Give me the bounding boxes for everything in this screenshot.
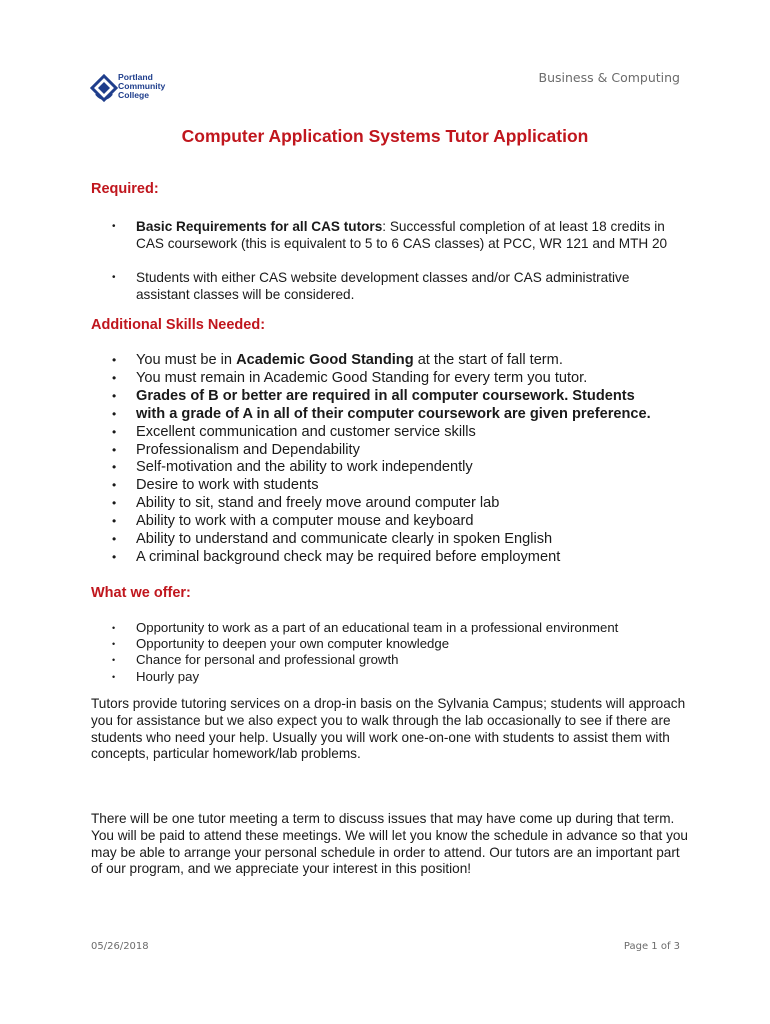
list-item-text: Excellent communication and customer service skills: [136, 423, 476, 440]
list-item: [0, 531, 696, 549]
list-item-text: You must be in: [136, 352, 237, 368]
bullet-icon: •: [112, 532, 117, 547]
list-item-text: Hourly pay: [136, 668, 200, 684]
list-item-bold: Basic Requirements for all CAS tutors: [136, 219, 383, 234]
list-item-text: Chance for personal and professional growth: [136, 652, 399, 668]
list-item: [0, 406, 696, 424]
page-title: Computer Application Systems Tutor Application: [181, 126, 589, 146]
paragraph-tutoring: Tutors provide tutoring services on a drop-in basis on the Sylvania Campus; students will approach you for assistance but we also expect you to walk through the lab occasionally to see if there are students who need your help. Usually you will work one-on-one with students to assist them with concepts, particular homework/lab problems.: [91, 696, 686, 762]
skills-heading: Additional Skills Needed:: [91, 317, 266, 333]
bullet-icon: •: [112, 514, 117, 529]
logo-line-1: Portland: [118, 72, 153, 82]
bullet-icon: •: [112, 424, 117, 439]
list-item: [0, 549, 696, 567]
offer-heading: What we offer:: [91, 585, 191, 601]
list-item: [0, 370, 696, 388]
list-item-bold: Academic Good Standing: [236, 352, 414, 368]
bullet-icon: •: [112, 549, 117, 564]
list-item-text: Ability to work with a computer mouse and keyboard: [136, 513, 474, 530]
list-item-text: Ability to understand and communicate clearly in spoken English: [136, 531, 553, 548]
bullet-icon: •: [112, 623, 116, 633]
skills-list: [0, 352, 770, 567]
list-item-text: Opportunity to work as a part of an educational team in a professional environment: [136, 620, 619, 635]
required-heading: Required:: [91, 181, 159, 197]
bullet-icon: •: [112, 442, 117, 457]
list-item: [0, 269, 686, 303]
logo-text: [118, 73, 165, 100]
list-item: [0, 459, 696, 477]
list-item-bold: Grades of B or better are required in all computer coursework. Students: [136, 387, 635, 404]
list-item: [0, 495, 696, 513]
bullet-icon: •: [112, 639, 116, 650]
list-item-text: Desire to work with students: [136, 477, 319, 494]
list-item: [0, 424, 696, 442]
required-list: [0, 218, 770, 303]
paragraph-meetings: There will be one tutor meeting a term to discuss issues that may have come up during that term. You will be paid to attend these meetings. We will let you know the schedule in advance so that you may be able to arrange your personal schedule in order to attend. Our tutors are an important part of our program, and we appreciate your interest in this position!: [91, 811, 688, 877]
bullet-icon: •: [112, 496, 117, 511]
list-item: [0, 388, 696, 406]
list-item-text: Opportunity to deepen your own computer knowledge: [136, 636, 450, 652]
logo-emblem-icon: [90, 74, 118, 104]
list-item: [0, 442, 696, 460]
list-item-text: Ability to sit, stand and freely move around computer lab: [136, 495, 500, 512]
list-item: [0, 652, 696, 668]
bullet-icon: •: [112, 655, 116, 666]
list-item: [0, 218, 686, 252]
bullet-icon: •: [112, 353, 117, 367]
logo-line-2: Community: [118, 81, 166, 91]
list-item-text: : Successful completion of at least 18 credits in CAS coursework (this is equivalent to 5 to 6 CAS classes) at PCC, WR 121 and MTH 20: [136, 219, 668, 251]
list-item: [0, 513, 696, 531]
bullet-icon: •: [112, 388, 117, 403]
list-item-text: Self-motivation and the ability to work independently: [136, 459, 473, 476]
list-item: [0, 636, 696, 652]
list-item: [0, 477, 696, 495]
list-item: [0, 620, 696, 636]
pcc-logo: [90, 72, 182, 104]
bullet-icon: •: [112, 406, 117, 421]
department-label: Business & Computing: [538, 70, 680, 85]
bullet-icon: •: [112, 671, 116, 682]
list-item-text: Students with either CAS website development classes and/or CAS administrative assistant classes will be considered.: [136, 270, 630, 302]
footer-date: 05/26/2018: [91, 941, 149, 952]
bullet-icon: •: [112, 370, 117, 385]
footer-page-number: Page 1 of 3: [623, 941, 680, 952]
offer-list: [0, 620, 770, 685]
list-item: [0, 352, 696, 370]
list-item-text: A criminal background check may be required before employment: [136, 548, 561, 565]
bullet-icon: •: [112, 460, 117, 475]
list-item-text: at the start of fall term.: [413, 352, 563, 368]
bullet-icon: •: [112, 272, 116, 283]
bullet-icon: •: [112, 478, 117, 493]
logo-line-3: College: [118, 90, 150, 100]
list-item-bold: with a grade of A in all of their computer coursework are given preference.: [136, 405, 651, 422]
bullet-icon: •: [112, 221, 116, 232]
list-item-text: You must remain in Academic Good Standing for every term you tutor.: [136, 369, 588, 386]
list-item-text: Professionalism and Dependability: [136, 441, 360, 458]
list-item: [0, 669, 696, 685]
